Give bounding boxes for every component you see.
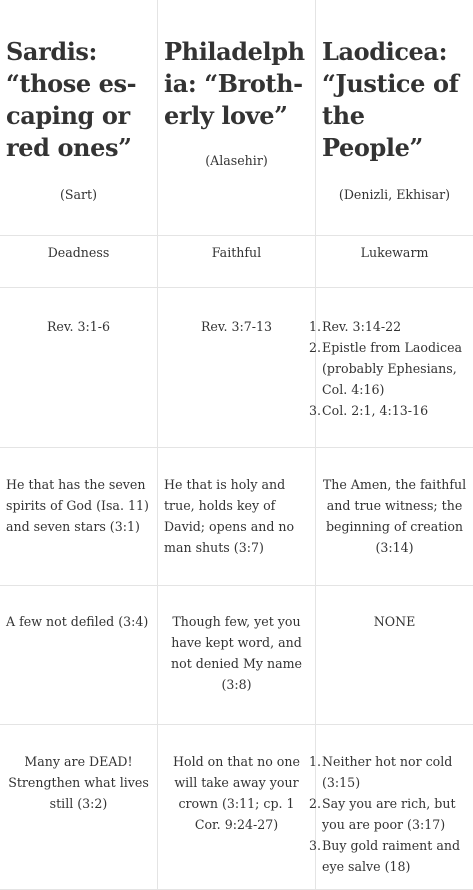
list-item: Col. 2:1, 4:13-16	[322, 400, 473, 421]
warning-laodicea	[316, 725, 473, 890]
name-line: caping or	[6, 101, 130, 130]
warning-philadelphia: Hold on that no one will take away your crown (3:11; cp. 1 Cor. 9:24-27)	[158, 725, 316, 890]
list-item: Neither hot nor cold (3:15)	[322, 751, 473, 793]
name-line: ia: “Broth-	[164, 69, 303, 98]
commendation-philadelphia: Though few, yet you have kept word, and not denied My name (3:8)	[158, 586, 316, 725]
header-cell-laodicea	[316, 0, 473, 236]
list-item: Buy gold raiment and eye salve (18)	[322, 835, 473, 877]
description-row	[0, 448, 473, 586]
condition-philadelphia: Faithful	[158, 236, 316, 288]
church-name-philadelphia	[164, 36, 315, 132]
description-sardis: He that has the seven spirits of God (Isa. 11) and seven stars (3:1)	[0, 448, 158, 586]
references-sardis: Rev. 3:1-6	[0, 288, 158, 448]
city-laodicea: (Denizli, Ekhisar)	[322, 184, 473, 205]
name-line: Philadelph	[164, 37, 305, 66]
warning-list	[322, 751, 473, 877]
name-line: red ones”	[6, 133, 132, 162]
name-line: People”	[322, 133, 423, 162]
warning-row	[0, 725, 473, 890]
header-row	[0, 0, 473, 236]
commendation-row	[0, 586, 473, 725]
condition-laodicea: Lukewarm	[316, 236, 473, 288]
commendation-laodicea: NONE	[316, 586, 473, 725]
header-cell-philadelphia	[158, 0, 316, 236]
name-line: “Justice of	[322, 69, 459, 98]
references-philadelphia: Rev. 3:7-13	[158, 288, 316, 448]
warning-sardis: Many are DEAD! Strengthen what lives still (3:2)	[0, 725, 158, 890]
name-line: “those es-	[6, 69, 136, 98]
description-laodicea: The Amen, the faithful and true witness; the beginning of creation (3:14)	[316, 448, 473, 586]
header-cell-sardis	[0, 0, 158, 236]
list-item: Rev. 3:14-22	[322, 316, 473, 337]
commendation-sardis: A few not defiled (3:4)	[0, 586, 158, 725]
description-philadelphia: He that is holy and true, holds key of David; opens and no man shuts (3:7)	[158, 448, 316, 586]
church-name-sardis	[6, 36, 157, 164]
list-item: Say you are rich, but you are poor (3:17)	[322, 793, 473, 835]
references-row	[0, 288, 473, 448]
city-sardis: (Sart)	[6, 184, 157, 205]
condition-row	[0, 236, 473, 288]
name-line: Sardis:	[6, 37, 97, 66]
references-list	[322, 316, 473, 421]
name-line: erly love”	[164, 101, 287, 130]
list-item: Epistle from Laodicea (probably Ephesians, Col. 4:16)	[322, 337, 473, 400]
church-name-laodicea	[322, 36, 473, 164]
condition-sardis: Deadness	[0, 236, 158, 288]
name-line: Laodicea:	[322, 37, 447, 66]
name-line: the	[322, 101, 365, 130]
references-laodicea	[316, 288, 473, 448]
city-philadelphia: (Alasehir)	[164, 150, 315, 171]
